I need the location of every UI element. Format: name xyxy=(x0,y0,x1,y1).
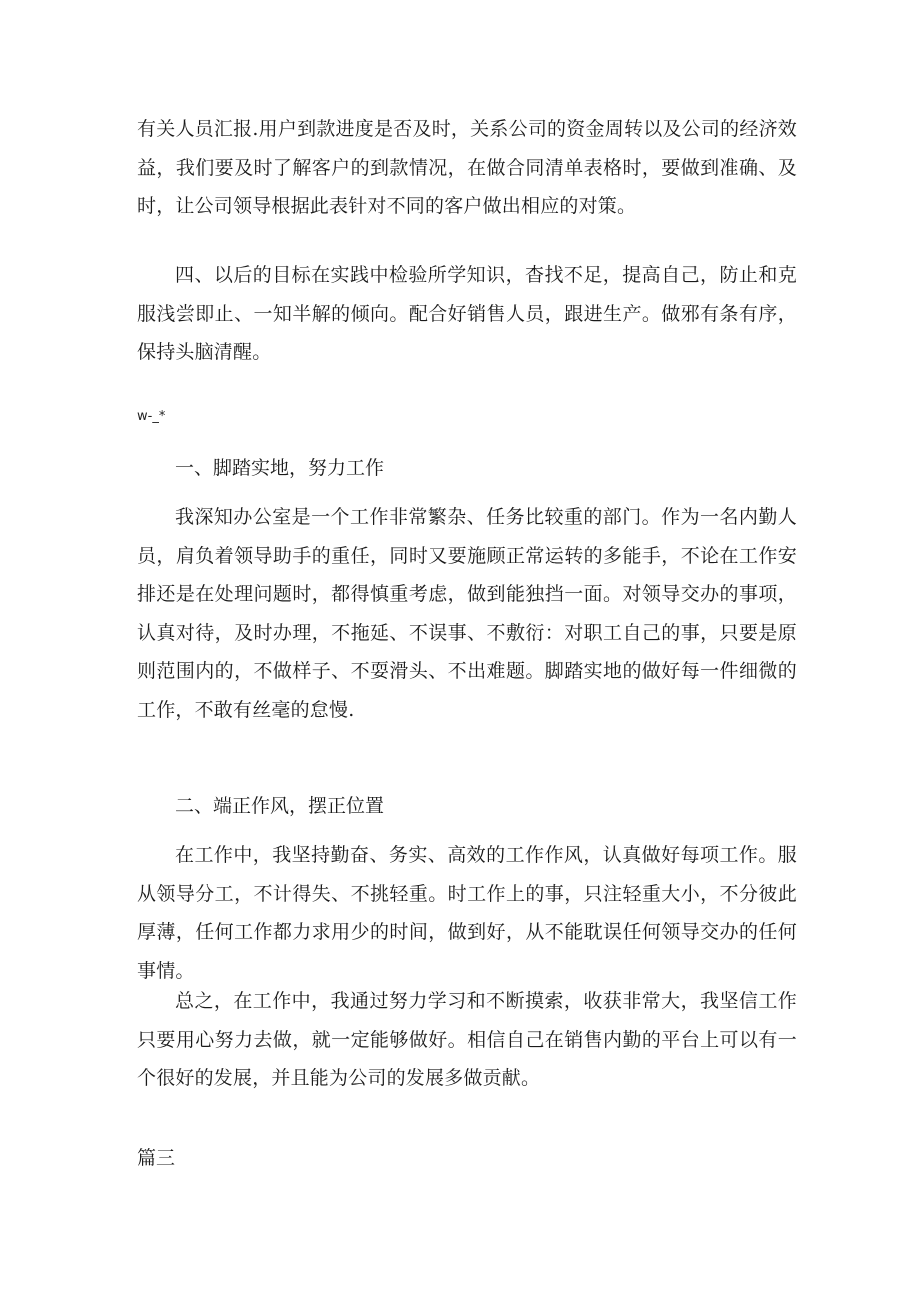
heading-down-to-earth: 一、脚踏实地，努力工作 xyxy=(175,457,385,479)
paragraph-future-goals: 四、以后的目标在实践中检验所学知识，杳找不足，提高自己，防止和克服浅尝即止、一知半解的倾向。配合好销售人员，跟进生产。做邪有条有序，保持头脑清醒。 xyxy=(137,264,797,363)
paragraph-work-style: 在工作中，我坚持勤奋、务实、高效的工作作风，认真做好每项工作。服从领导分工，不计得失、不挑轻重。时工作上的事，只注轻重大小，不分彼此厚薄，任何工作都力求用少的时间，做到好，从不能耽误任何领导交办的任何事情。 xyxy=(137,844,797,982)
section-label: 篇三 xyxy=(137,1147,176,1169)
paragraph-payment-report: 有关人员汇报.用户到款进度是否及时，关系公司的资金周转以及公司的经济效益，我们要及时了解客户的到款情况，在做合同清单表格时，要做到准确、及时，让公司领导根据此表针对不同的客户做出相应的对策。 xyxy=(137,118,797,217)
heading-correct-style: 二、端正作风，摆正位置 xyxy=(175,795,385,817)
paragraph-office-duties: 我深知办公室是一个工作非常繁杂、任务比较重的部门。作为一名内勤人员，肩负着领导助手的重任，同时又要施顾正常运转的多能手，不论在工作安排还是在处理问题时，都得慎重考虑，做到能独挡一面。对领导交办的事项，认真对待，及时办理，不拖延、不误事、不敷衍：对职工自己的事，只要是原则范围内的，不做样子、不耍滑头、不出难题。脚踏实地的做好每一件细微的工作，不敢有丝毫的怠慢. xyxy=(137,506,797,721)
stray-mark: w-_* xyxy=(137,409,166,424)
paragraph-summary: 总之，在工作中，我通过努力学习和不断摸索，收获非常大，我坚信工作只要用心努力去做，就一定能够做好。相信自己在销售内勤的平台上可以有一个很好的发展，并且能为公司的发展多做贡献。 xyxy=(137,990,797,1089)
